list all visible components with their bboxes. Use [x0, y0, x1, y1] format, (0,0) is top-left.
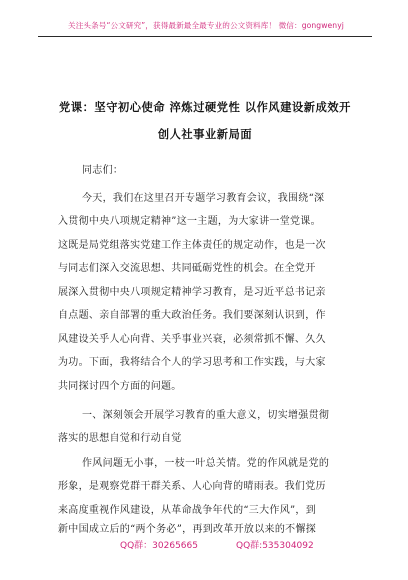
header-banner: 关注头条号“公文研究”，获得最新最全最专业的公文资料库！ 微信：gongwenyj — [68, 21, 344, 30]
body-line: 自点题、亲自部署的重大政治任务。我们要深刻认识到，作 — [58, 310, 326, 321]
body-line: 风建设关乎人心向背、关乎事业兴衰，必须常抓不懈、久久 — [58, 334, 326, 345]
body-line: 作风问题无小事，一枝一叶总关情。党的作风就是党的 — [82, 458, 330, 469]
footer — [0, 538, 408, 550]
body-line: 入贯彻中央八项规定精神”这一主题，为大家讲一堂党课。 — [58, 216, 321, 227]
footer-qq-group-2: QQ群:535304092 — [236, 541, 314, 551]
body-line: 新中国成立后的“两个务必”，再到改革开放以来的不懈探 — [58, 524, 317, 535]
document-title-line-1: 党课：坚守初心使命 淬炼过硬党性 以作风建设新成效开 — [59, 100, 351, 114]
footer-qq-group-1: QQ群：30265665 — [120, 541, 198, 551]
body-line: 与同志们深入交流思想、共同砥砺党性的机会。在全党开 — [58, 263, 316, 274]
document-title-line-2: 创人社事业新局面 — [157, 127, 253, 141]
body-line: 共同探讨四个方面的问题。 — [58, 381, 182, 392]
body-line: 展深入贯彻中央八项规定精神学习教育，是习近平总书记亲 — [58, 287, 326, 298]
body-line: 今天，我们在这里召开专题学习教育会议，我围绕“深 — [82, 193, 325, 204]
body-line: 这既是局党组落实党建工作主体责任的规定动作，也是一次 — [58, 240, 326, 251]
body-line: 形象，是观察党群干群关系、人心向背的晴雨表。我们党历 — [58, 481, 326, 492]
salutation: 同志们： — [82, 165, 124, 176]
section-heading-line: 一、深刻领会开展学习教育的重大意义，切实增强贯彻 — [82, 410, 330, 421]
section-heading-line: 落实的思想自觉和行动自觉 — [58, 433, 182, 444]
body-line: 为功。下面，我将结合个人的学习思考和工作实践，与大家 — [58, 357, 326, 368]
body-line: 来高度重视作风建设，从革命战争年代的“三大作风”，到 — [58, 505, 317, 516]
header-divider — [38, 36, 372, 37]
